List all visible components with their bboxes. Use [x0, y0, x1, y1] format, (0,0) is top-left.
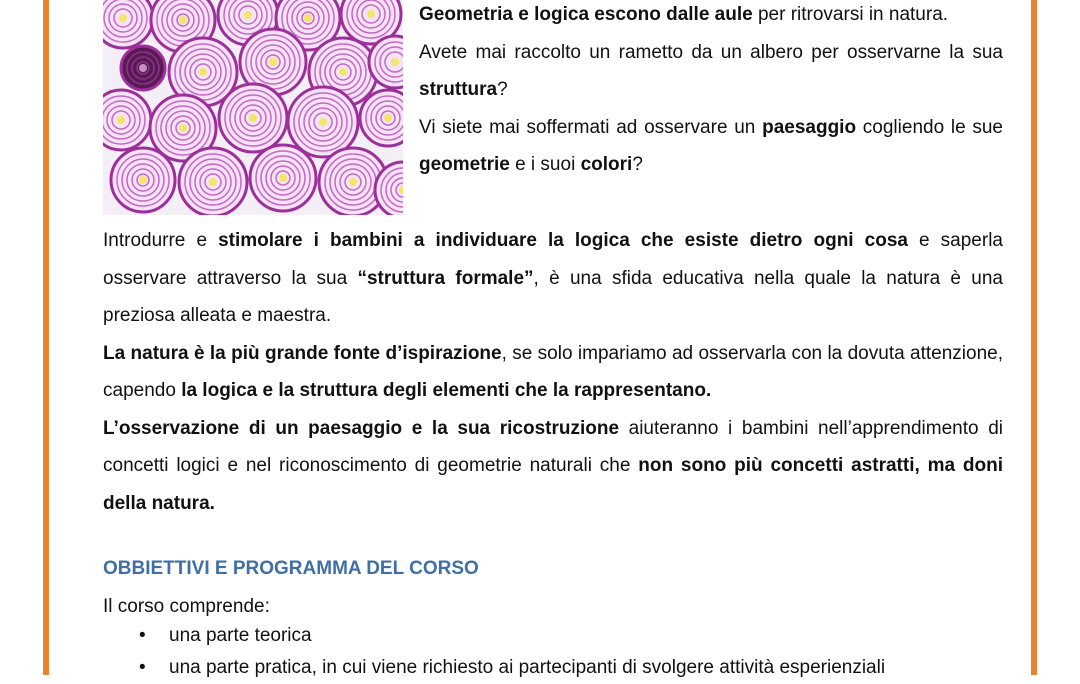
- onion-slice: [250, 145, 316, 211]
- onion-slice: [111, 148, 175, 212]
- paragraph-landscape-observation: L’osservazione di un paesaggio e la sua ricostruzione aiuteranno i bambini nell’apprendimento di concetti logici e nel riconoscimento di geometrie naturali che non sono più concetti astratti, ma doni della natura.: [103, 417, 1004, 514]
- paragraph-geometry-logic: Geometria e logica escono dalle aule per ritrovarsi in natura.: [419, 4, 949, 25]
- onion-rings-illustration: [103, 0, 403, 215]
- paragraph-landscape-question: Vi siete mai soffermati ad osservare un paesaggio cogliendo le sue geometrie e i suoi colori?: [419, 116, 1003, 175]
- onion-slice: [219, 84, 287, 152]
- course-components-list: [103, 620, 1003, 684]
- onion-slice: [179, 148, 247, 215]
- main-text-block: [103, 222, 1003, 522]
- intro-text-block: [419, 0, 1003, 184]
- list-item: • una parte pratica, in cui viene richiesto ai partecipanti di svolgere attività esperienziali: [103, 652, 1003, 684]
- page-border-right: [1031, 0, 1037, 675]
- section-heading: OBBIETTIVI E PROGRAMMA DEL CORSO: [103, 558, 479, 579]
- onion-slice: [103, 0, 153, 48]
- paragraph-nature-inspiration: La natura è la più grande fonte d’ispirazione, se solo impariamo ad osservarla con la dovuta attenzione, capendo la logica e la struttura degli elementi che la rappresentano.: [103, 342, 1003, 401]
- page-border-left: [43, 0, 49, 675]
- onion-slice: [103, 90, 151, 150]
- list-item: • una parte teorica: [103, 620, 1003, 652]
- paragraph-branch-question: Avete mai raccolto un rametto da un albero per osservarne la sua struttura?: [419, 41, 1003, 100]
- course-intro: Il corso comprende:: [103, 596, 270, 617]
- onion-slice: [288, 87, 358, 157]
- document-page: [103, 0, 1004, 678]
- onion-slice: [360, 90, 403, 146]
- red-onion-slices-photo: [103, 0, 403, 215]
- onion-slice: [121, 46, 165, 90]
- paragraph-stimulate-children: Introdurre e stimolare i bambini a individuare la logica che esiste dietro ogni cosa e saperla osservare attraverso la sua “struttura formale”, è una sfida educativa nella quale la natura è una preziosa alleata e maestra.: [103, 230, 1003, 326]
